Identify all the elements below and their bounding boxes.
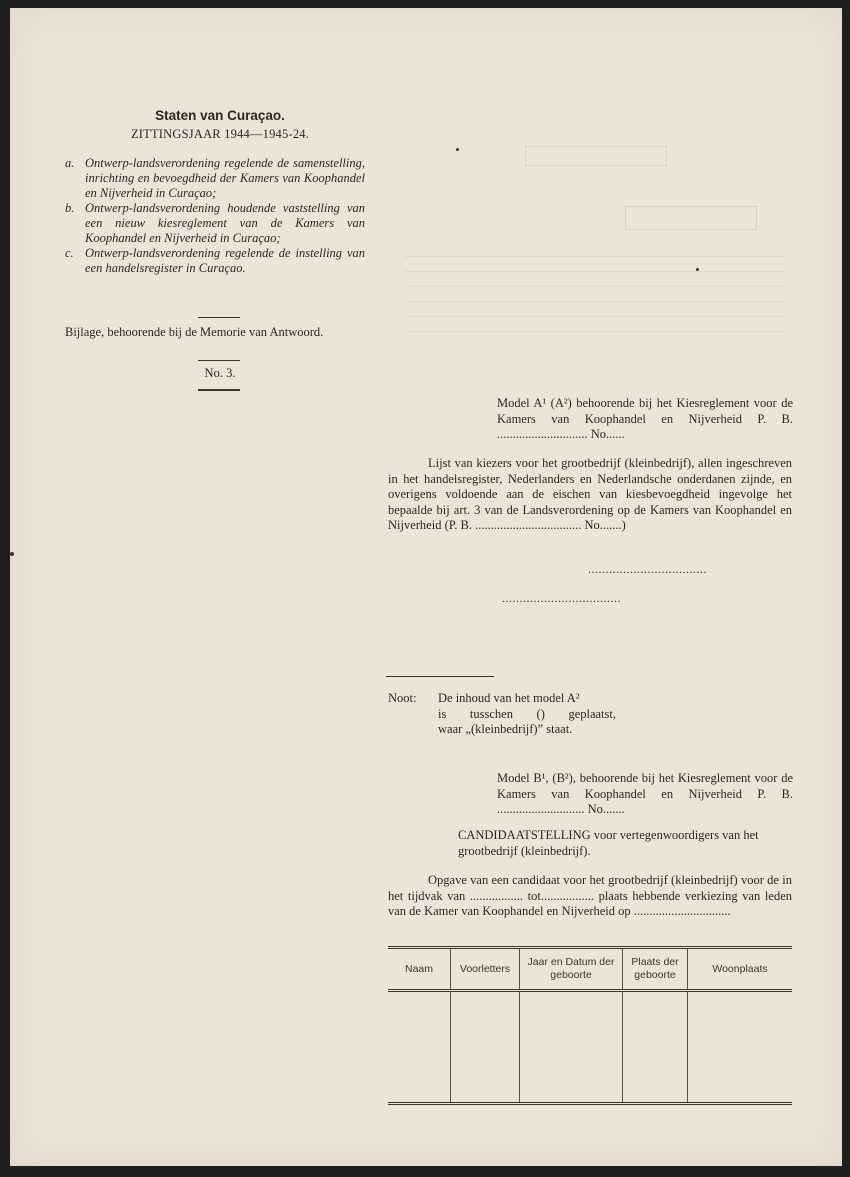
list-item-b xyxy=(65,201,365,246)
item-letter: c. xyxy=(65,246,74,260)
divider xyxy=(198,317,240,318)
model-a-heading: Model A¹ (A²) behoorende bij het Kiesreglement voor de Kamers van Koophandel en Nijverheid P. B. ............................. No...... xyxy=(497,396,793,441)
candidate-table xyxy=(388,946,792,1105)
voter-list-text: Lijst van kiezers voor het grootbedrijf (kleinbedrijf), allen ingeschreven in het handelsregister, Nederlanders en Nederlandsche onderdanen zijnde, en overigens voldoende aan de eischen van kiesbevoegdheid ingevolge het bepaalde bij art. 3 van de Landsverordening op de Kamers van Koophandel en Nijverheid (P. B. .................................. No.......) xyxy=(388,456,792,532)
document-page xyxy=(10,8,842,1166)
item-letter: a. xyxy=(65,156,75,170)
footnote-line: De inhoud van het model A² xyxy=(438,691,580,705)
table-row xyxy=(388,991,792,1104)
column-header-residence: Woonplaats xyxy=(688,948,793,991)
list-item-a xyxy=(65,156,365,201)
signature-line: .................................. xyxy=(588,562,707,576)
draft-ordinance-list xyxy=(65,156,365,276)
divider xyxy=(198,360,240,361)
signature-line-2: .................................. xyxy=(502,591,621,605)
item-letter: b. xyxy=(65,201,75,215)
punch-mark xyxy=(10,552,14,556)
session-year: ZITTINGSJAAR 1944—1945-24. xyxy=(130,127,310,141)
column-header-birth-date: Jaar en Datum der geboorte xyxy=(520,948,623,991)
table-cell xyxy=(520,991,623,1104)
bleed-through-text xyxy=(405,126,805,346)
footnote-divider xyxy=(386,676,494,677)
table-cell xyxy=(688,991,793,1104)
table-cell xyxy=(623,991,688,1104)
item-text: Ontwerp-landsverordening regelende de instelling van een handelsregister in Curaçao. xyxy=(85,246,365,275)
document-title: Staten van Curaçao. xyxy=(155,108,285,123)
candidate-statement: Opgave van een candidaat voor het grootbedrijf (kleinbedrijf) voor de in het tijdvak van ................. tot................. plaats hebbende verkiezing van leden van de Kamer van Koophandel en Nijverheid op ............................... xyxy=(388,873,792,918)
footnote-body xyxy=(438,691,616,738)
item-text: Ontwerp-landsverordening houdende vaststelling van een nieuw kiesreglement van de Kamers van Koophandel en Nijverheid in Curaçao; xyxy=(85,201,365,245)
ink-speck xyxy=(456,148,459,151)
ink-speck xyxy=(696,268,699,271)
table-header-row xyxy=(388,948,792,991)
column-header-name: Naam xyxy=(388,948,451,991)
table-cell xyxy=(451,991,520,1104)
item-text: Ontwerp-landsverordening regelende de samenstelling, inrichting en bevoegdheid der Kamers van Koophandel en Nijverheid in Curaçao; xyxy=(85,156,365,200)
footnote-label: Noot: xyxy=(388,691,417,705)
footnote xyxy=(388,691,648,738)
appendix-note: Bijlage, behoorende bij de Memorie van Antwoord. xyxy=(65,325,324,339)
footnote-line: is tusschen () geplaatst, xyxy=(438,706,616,721)
column-header-birth-place: Plaats der geboorte xyxy=(623,948,688,991)
divider xyxy=(198,389,240,391)
footnote-line: waar „(kleinbedrijf)” staat. xyxy=(438,722,573,736)
table-cell xyxy=(388,991,451,1104)
document-number: No. 3. xyxy=(204,366,236,380)
list-item-c xyxy=(65,246,365,276)
column-header-initials: Voorletters xyxy=(451,948,520,991)
model-b-heading: Model B¹, (B²), behoorende bij het Kiesreglement voor de Kamers van Koophandel en Nijverheid P. B. ............................ No....... xyxy=(497,771,793,816)
candidacy-heading: CANDIDAATSTELLING voor vertegenwoordigers van het grootbedrijf (kleinbedrijf). xyxy=(458,828,759,858)
